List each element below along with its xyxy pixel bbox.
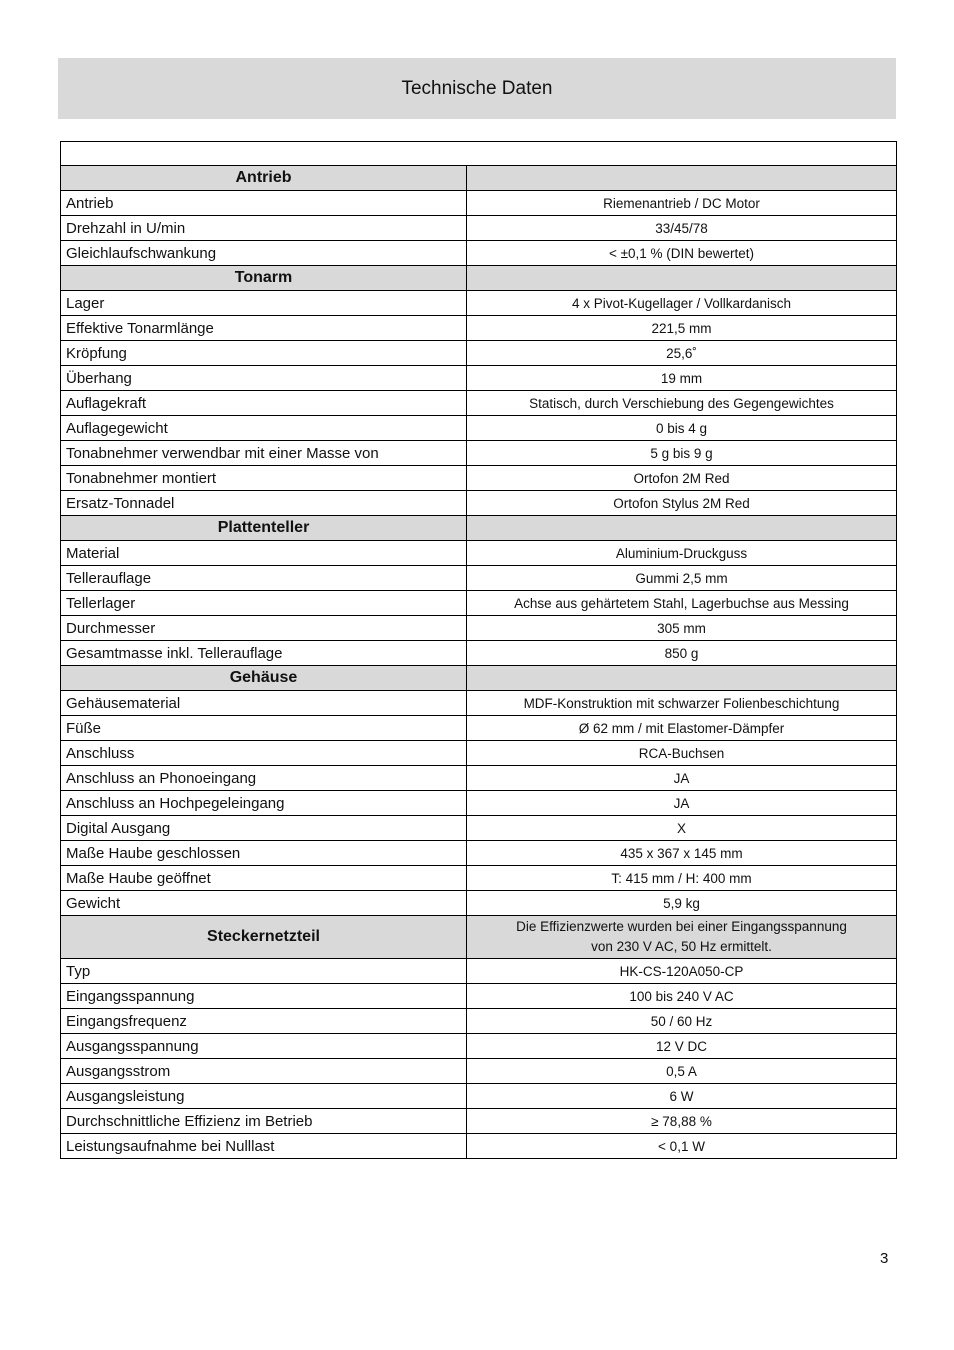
table-row (61, 441, 897, 466)
section-heading: Steckernetzteil (61, 916, 467, 959)
spec-value: Ortofon Stylus 2M Red (467, 491, 897, 516)
table-row (61, 816, 897, 841)
section-header-row (61, 666, 897, 691)
spec-label: Anschluss an Hochpegeleingang (61, 791, 467, 816)
spec-label: Durchmesser (61, 616, 467, 641)
spec-table-body (61, 142, 897, 1159)
spec-label: Ausgangsspannung (61, 1034, 467, 1059)
table-row (61, 1084, 897, 1109)
table-row (61, 566, 897, 591)
table-row (61, 216, 897, 241)
table-row (61, 366, 897, 391)
table-row (61, 316, 897, 341)
spec-label: Ersatz-Tonnadel (61, 491, 467, 516)
table-empty-header-row (61, 142, 897, 166)
table-row (61, 341, 897, 366)
spec-label: Material (61, 541, 467, 566)
table-row (61, 641, 897, 666)
section-note-cell (467, 166, 897, 191)
spec-value: 12 V DC (467, 1034, 897, 1059)
section-header-row (61, 266, 897, 291)
spec-label: Ausgangsstrom (61, 1059, 467, 1084)
section-header-row (61, 166, 897, 191)
table-row (61, 466, 897, 491)
spec-value: 25,6˚ (467, 341, 897, 366)
table-row (61, 616, 897, 641)
spec-label: Gewicht (61, 891, 467, 916)
section-note-line: Die Effizienzwerte wurden bei einer Eingangsspannung (516, 919, 847, 934)
table-row (61, 591, 897, 616)
table-row (61, 416, 897, 441)
spec-label: Maße Haube geöffnet (61, 866, 467, 891)
table-row (61, 716, 897, 741)
spec-label: Gehäusematerial (61, 691, 467, 716)
spec-label: Füße (61, 716, 467, 741)
spec-label: Ausgangsleistung (61, 1084, 467, 1109)
spec-value: 50 / 60 Hz (467, 1009, 897, 1034)
spec-value: Ortofon 2M Red (467, 466, 897, 491)
spec-value: Gummi 2,5 mm (467, 566, 897, 591)
spec-value: 0,5 A (467, 1059, 897, 1084)
spec-value: 100 bis 240 V AC (467, 984, 897, 1009)
table-row (61, 491, 897, 516)
spec-value: RCA-Buchsen (467, 741, 897, 766)
table-row (61, 1034, 897, 1059)
table-row (61, 291, 897, 316)
spec-label: Tellerlager (61, 591, 467, 616)
spec-value: ≥ 78,88 % (467, 1109, 897, 1134)
spec-label: Eingangsspannung (61, 984, 467, 1009)
spec-label: Anschluss (61, 741, 467, 766)
spec-value: < ±0,1 % (DIN bewertet) (467, 241, 897, 266)
spec-label: Leistungsaufnahme bei Nulllast (61, 1134, 467, 1159)
spec-value: 5,9 kg (467, 891, 897, 916)
spec-value: HK-CS-120A050-CP (467, 959, 897, 984)
spec-value: 221,5 mm (467, 316, 897, 341)
spec-label: Lager (61, 291, 467, 316)
table-row (61, 191, 897, 216)
section-heading: Gehäuse (61, 666, 467, 691)
page-title: Technische Daten (58, 58, 896, 119)
spec-label: Durchschnittliche Effizienz im Betrieb (61, 1109, 467, 1134)
spec-label: Typ (61, 959, 467, 984)
section-note-line: von 230 V AC, 50 Hz ermittelt. (591, 939, 772, 954)
spec-label: Maße Haube geschlossen (61, 841, 467, 866)
table-row (61, 241, 897, 266)
spec-label: Auflagekraft (61, 391, 467, 416)
table-row (61, 741, 897, 766)
spec-label: Tellerauflage (61, 566, 467, 591)
spec-label: Eingangsfrequenz (61, 1009, 467, 1034)
section-heading: Tonarm (61, 266, 467, 291)
spec-label: Gleichlaufschwankung (61, 241, 467, 266)
spec-value: Ø 62 mm / mit Elastomer-Dämpfer (467, 716, 897, 741)
section-note-cell (467, 916, 897, 959)
spec-value: < 0,1 W (467, 1134, 897, 1159)
spec-value: JA (467, 791, 897, 816)
table-row (61, 691, 897, 716)
table-row (61, 984, 897, 1009)
spec-label: Effektive Tonarmlänge (61, 316, 467, 341)
spec-value: JA (467, 766, 897, 791)
spec-value: 850 g (467, 641, 897, 666)
section-header-row (61, 916, 897, 959)
spec-label: Kröpfung (61, 341, 467, 366)
page-number: 3 (880, 1250, 889, 1267)
table-row (61, 1059, 897, 1084)
table-row (61, 1009, 897, 1034)
spec-label: Antrieb (61, 191, 467, 216)
spec-value: Aluminium-Druckguss (467, 541, 897, 566)
spec-value: 4 x Pivot-Kugellager / Vollkardanisch (467, 291, 897, 316)
spec-label: Digital Ausgang (61, 816, 467, 841)
spec-label: Anschluss an Phonoeingang (61, 766, 467, 791)
spec-label: Tonabnehmer verwendbar mit einer Masse von (61, 441, 467, 466)
spec-table (60, 141, 897, 1159)
spec-label: Tonabnehmer montiert (61, 466, 467, 491)
spec-label: Gesamtmasse inkl. Tellerauflage (61, 641, 467, 666)
spec-value: 305 mm (467, 616, 897, 641)
section-note-cell (467, 666, 897, 691)
table-row (61, 391, 897, 416)
spec-label: Auflagegewicht (61, 416, 467, 441)
spec-value: 5 g bis 9 g (467, 441, 897, 466)
spec-label: Überhang (61, 366, 467, 391)
section-note-cell (467, 516, 897, 541)
spec-value: T: 415 mm / H: 400 mm (467, 866, 897, 891)
section-header-row (61, 516, 897, 541)
table-row (61, 541, 897, 566)
spec-value: 33/45/78 (467, 216, 897, 241)
table-row (61, 841, 897, 866)
spec-value: Statisch, durch Verschiebung des Gegengewichtes (467, 391, 897, 416)
section-heading: Plattenteller (61, 516, 467, 541)
spec-value: MDF-Konstruktion mit schwarzer Folienbeschichtung (467, 691, 897, 716)
table-row (61, 1134, 897, 1159)
spec-value: Achse aus gehärtetem Stahl, Lagerbuchse aus Messing (467, 591, 897, 616)
section-note-cell (467, 266, 897, 291)
spec-value: 0 bis 4 g (467, 416, 897, 441)
section-heading: Antrieb (61, 166, 467, 191)
table-row (61, 1109, 897, 1134)
table-row (61, 791, 897, 816)
table-row (61, 866, 897, 891)
table-row (61, 891, 897, 916)
spec-value: Riemenantrieb / DC Motor (467, 191, 897, 216)
spec-value: X (467, 816, 897, 841)
spec-value: 435 x 367 x 145 mm (467, 841, 897, 866)
spec-value: 6 W (467, 1084, 897, 1109)
table-row (61, 959, 897, 984)
spec-value: 19 mm (467, 366, 897, 391)
table-row (61, 766, 897, 791)
spec-label: Drehzahl in U/min (61, 216, 467, 241)
empty-header-cell (61, 142, 897, 166)
